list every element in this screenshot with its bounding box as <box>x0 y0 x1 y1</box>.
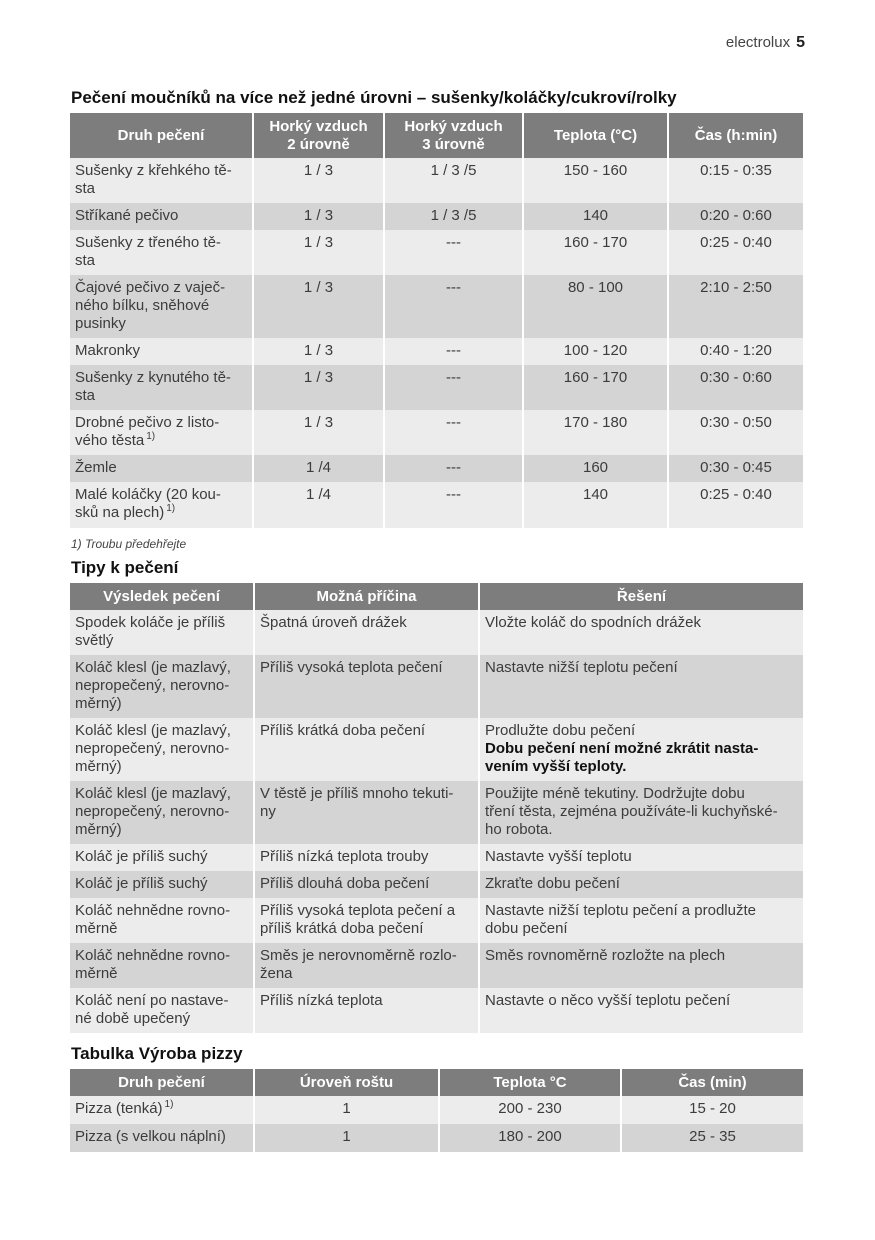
baking-type-cell-text: Čajové pečivo z vaječ- ného bílku, sněhové pusinky <box>75 279 226 332</box>
table-row <box>70 898 803 943</box>
column-header: Řešení <box>479 583 803 610</box>
page-number: 5 <box>796 34 805 51</box>
levels-2-cell <box>253 338 384 365</box>
time-cell <box>668 230 803 275</box>
pizza-type-cell <box>70 1096 254 1124</box>
time-cell-text: 0:30 - 0:45 <box>700 459 772 476</box>
levels-2-cell <box>253 203 384 230</box>
time-cell <box>668 365 803 410</box>
cause-cell <box>254 655 479 718</box>
column-header: Teplota °C <box>439 1069 621 1096</box>
time-cell-text: 0:30 - 0:50 <box>700 414 772 431</box>
solution-cell <box>479 988 803 1033</box>
cause-cell <box>254 898 479 943</box>
result-cell-text: Koláč je příliš suchý <box>75 875 208 892</box>
levels-3-cell <box>384 275 523 338</box>
table-row <box>70 455 803 482</box>
time-cell-text: 0:15 - 0:35 <box>700 162 772 179</box>
time-cell <box>668 338 803 365</box>
levels-2-cell-text: 1 / 3 <box>303 279 334 296</box>
footnote: 1) Troubu předehřejte <box>71 537 187 551</box>
result-cell-text: Koláč klesl (je mazlavý, nepropečený, nerovno- měrný) <box>75 785 231 838</box>
temperature-cell <box>439 1124 621 1152</box>
column-header: Čas (h:min) <box>668 113 803 158</box>
levels-2-cell-text: 1 / 3 <box>303 234 334 251</box>
table-row <box>70 338 803 365</box>
table-row <box>70 655 803 718</box>
temperature-cell-text: 180 - 200 <box>498 1128 562 1145</box>
time-cell <box>668 203 803 230</box>
cause-cell-text: Příliš vysoká teplota pečení a příliš krátká doba pečení <box>260 902 456 937</box>
baking-type-cell-text: Sušenky z třeného tě- sta <box>75 234 221 269</box>
baking-type-cell-text: Stříkané pečivo <box>75 207 179 224</box>
solution-cell-text: Nastavte nižší teplotu pečení a prodlužte dobu pečení <box>485 902 756 937</box>
result-cell-text: Koláč klesl (je mazlavý, nepropečený, nerovno- měrný) <box>75 659 231 712</box>
levels-2-cell <box>253 230 384 275</box>
temperature-cell <box>523 482 668 528</box>
levels-3-cell-text: --- <box>446 486 461 503</box>
baking-type-cell-text: Makronky <box>75 342 141 359</box>
levels-3-cell-text: --- <box>446 459 461 476</box>
time-cell-text: 0:20 - 0:60 <box>700 207 772 224</box>
baking-type-cell <box>70 275 253 338</box>
baking-tips-table <box>70 583 803 1033</box>
levels-3-cell <box>384 338 523 365</box>
rack-level-cell-text: 1 <box>342 1100 351 1117</box>
rack-level-cell <box>254 1124 439 1152</box>
table-row <box>70 158 803 203</box>
levels-3-cell-text: 1 / 3 /5 <box>430 207 477 224</box>
temperature-cell-text: 150 - 160 <box>563 162 628 179</box>
pizza-type-cell-text: Pizza (s velkou náplní) <box>75 1128 226 1145</box>
levels-3-cell <box>384 410 523 455</box>
pizza-type-cell <box>70 1124 254 1152</box>
cause-cell <box>254 943 479 988</box>
table-row <box>70 1124 803 1152</box>
solution-cell-text: Použijte méně tekutiny. Dodržujte dobu tření těsta, zejména používáte-li kuchyňské- ho robota. <box>485 785 778 838</box>
time-cell <box>668 275 803 338</box>
solution-warning-text: Dobu pečení není možné zkrátit nasta- vením vyšší teploty. <box>485 740 759 775</box>
column-header: Možná příčina <box>254 583 479 610</box>
footnote-marker: 1) <box>166 503 176 514</box>
solution-cell-text: Vložte koláč do spodních drážek <box>485 614 701 631</box>
temperature-cell <box>523 158 668 203</box>
table-row <box>70 718 803 781</box>
baking-type-cell <box>70 203 253 230</box>
levels-3-cell-text: --- <box>446 234 461 251</box>
cause-cell <box>254 988 479 1033</box>
solution-cell-text: Nastavte nižší teplotu pečení <box>485 659 678 676</box>
time-cell <box>621 1124 803 1152</box>
cause-cell-text: Příliš vysoká teplota pečení <box>260 659 443 676</box>
result-cell <box>70 781 254 844</box>
levels-2-cell-text: 1 / 3 <box>303 414 334 431</box>
temperature-cell <box>523 203 668 230</box>
levels-3-cell-text: 1 / 3 /5 <box>430 162 477 179</box>
table-row <box>70 275 803 338</box>
solution-cell <box>479 655 803 718</box>
result-cell <box>70 943 254 988</box>
result-cell-text: Koláč nehnědne rovno- měrně <box>75 902 231 937</box>
solution-cell <box>479 943 803 988</box>
time-cell <box>621 1096 803 1124</box>
page-header <box>726 34 805 52</box>
baking-type-cell <box>70 410 253 455</box>
column-header: Čas (min) <box>621 1069 803 1096</box>
time-cell <box>668 410 803 455</box>
rack-level-cell-text: 1 <box>342 1128 351 1145</box>
temperature-cell-text: 170 - 180 <box>563 414 628 431</box>
column-header: Horký vzduch 2 úrovně <box>253 113 384 158</box>
levels-2-cell-text: 1 / 3 <box>303 342 334 359</box>
temperature-cell-text: 80 - 100 <box>567 279 624 296</box>
result-cell <box>70 655 254 718</box>
temperature-cell-text: 200 - 230 <box>498 1100 562 1117</box>
time-cell <box>668 158 803 203</box>
levels-3-cell <box>384 158 523 203</box>
table-row <box>70 410 803 455</box>
levels-2-cell-text: 1 / 3 <box>303 162 334 179</box>
baking-type-cell <box>70 455 253 482</box>
baking-type-cell <box>70 158 253 203</box>
cause-cell-text: Příliš nízká teplota <box>260 992 383 1009</box>
result-cell <box>70 871 254 898</box>
solution-cell <box>479 718 803 781</box>
levels-2-cell-text: 1 / 3 <box>303 207 334 224</box>
baking-type-cell-text: Žemle <box>75 459 117 476</box>
cause-cell <box>254 844 479 871</box>
table-row <box>70 610 803 655</box>
baking-type-cell <box>70 365 253 410</box>
table-row <box>70 844 803 871</box>
levels-3-cell-text: --- <box>446 279 461 296</box>
temperature-cell <box>523 338 668 365</box>
cause-cell-text: Příliš dlouhá doba pečení <box>260 875 430 892</box>
column-header: Teplota (°C) <box>523 113 668 158</box>
cause-cell <box>254 718 479 781</box>
levels-2-cell <box>253 410 384 455</box>
solution-cell-text: Zkraťte dobu pečení <box>485 875 620 892</box>
solution-cell <box>479 844 803 871</box>
baking-type-cell-text: Sušenky z kynutého tě- sta <box>75 369 231 404</box>
result-cell-text: Koláč není po nastave- né době upečený <box>75 992 229 1027</box>
time-cell-text: 0:25 - 0:40 <box>700 486 772 503</box>
solution-cell <box>479 871 803 898</box>
result-cell <box>70 988 254 1033</box>
column-header: Úroveň roštu <box>254 1069 439 1096</box>
time-cell-text: 0:30 - 0:60 <box>700 369 772 386</box>
result-cell <box>70 844 254 871</box>
baking-type-cell-text: Drobné pečivo z listo- vého těsta <box>75 414 220 449</box>
result-cell <box>70 610 254 655</box>
solution-cell-text: Směs rovnoměrně rozložte na plech <box>485 947 726 964</box>
cause-cell-text: V těstě je příliš mnoho tekuti- ny <box>260 785 454 820</box>
table-row <box>70 365 803 410</box>
solution-cell-text: Nastavte o něco vyšší teplotu pečení <box>485 992 731 1009</box>
solution-cell <box>479 898 803 943</box>
result-cell-text: Koláč je příliš suchý <box>75 848 208 865</box>
temperature-cell <box>523 230 668 275</box>
cause-cell <box>254 610 479 655</box>
result-cell-text: Koláč klesl (je mazlavý, nepropečený, nerovno- měrný) <box>75 722 231 775</box>
table-row <box>70 781 803 844</box>
section-title-baking-tips: Tipy k pečení <box>71 558 179 577</box>
column-header: Druh pečení <box>70 113 253 158</box>
levels-3-cell-text: --- <box>446 369 461 386</box>
cause-cell-text: Špatná úroveň drážek <box>260 614 407 631</box>
levels-2-cell <box>253 275 384 338</box>
temperature-cell <box>523 410 668 455</box>
time-cell-text: 0:40 - 1:20 <box>700 342 772 359</box>
rack-level-cell <box>254 1096 439 1124</box>
result-cell <box>70 718 254 781</box>
cause-cell-text: Směs je nerovnoměrně rozlo- žena <box>260 947 457 982</box>
section-title-multilevel-baking: Pečení moučníků na více než jedné úrovni – sušenky/koláčky/cukroví/rolky <box>71 88 677 107</box>
levels-2-cell <box>253 365 384 410</box>
levels-3-cell-text: --- <box>446 414 461 431</box>
solution-cell-text: Nastavte vyšší teplotu <box>485 848 632 865</box>
cause-cell-text: Příliš krátká doba pečení <box>260 722 426 739</box>
levels-2-cell <box>253 158 384 203</box>
time-cell-text: 0:25 - 0:40 <box>700 234 772 251</box>
levels-2-cell <box>253 455 384 482</box>
time-cell-text: 2:10 - 2:50 <box>700 279 772 296</box>
levels-3-cell <box>384 365 523 410</box>
column-header: Výsledek pečení <box>70 583 254 610</box>
time-cell-text: 15 - 20 <box>689 1100 736 1117</box>
column-header: Druh pečení <box>70 1069 254 1096</box>
section-title-pizza: Tabulka Výroba pizzy <box>71 1044 243 1063</box>
temperature-cell-text: 140 <box>582 486 609 503</box>
table-row <box>70 988 803 1033</box>
baking-type-cell <box>70 230 253 275</box>
levels-2-cell-text: 1 /4 <box>305 486 332 503</box>
table-row <box>70 871 803 898</box>
cause-cell <box>254 781 479 844</box>
time-cell <box>668 455 803 482</box>
temperature-cell-text: 140 <box>582 207 609 224</box>
table-row <box>70 943 803 988</box>
cause-cell-text: Příliš nízká teplota trouby <box>260 848 429 865</box>
time-cell <box>668 482 803 528</box>
baking-type-cell <box>70 482 253 528</box>
footnote-marker: 1) <box>146 431 156 442</box>
temperature-cell <box>523 365 668 410</box>
footnote-marker: 1) <box>164 1099 174 1110</box>
levels-3-cell <box>384 455 523 482</box>
levels-3-cell <box>384 203 523 230</box>
levels-2-cell <box>253 482 384 528</box>
table-row <box>70 230 803 275</box>
temperature-cell-text: 160 <box>582 459 609 476</box>
levels-2-cell-text: 1 /4 <box>305 459 332 476</box>
table-row <box>70 203 803 230</box>
baking-type-cell-text: Sušenky z křehkého tě- sta <box>75 162 232 197</box>
temperature-cell <box>523 455 668 482</box>
levels-2-cell-text: 1 / 3 <box>303 369 334 386</box>
baking-type-cell-text: Malé koláčky (20 kou- sků na plech) <box>75 486 221 521</box>
temperature-cell <box>439 1096 621 1124</box>
brand-name: electrolux <box>725 34 791 51</box>
pizza-type-cell-text: Pizza (tenká) <box>75 1100 163 1117</box>
multilevel-baking-table <box>70 113 803 528</box>
solution-cell <box>479 610 803 655</box>
levels-3-cell <box>384 230 523 275</box>
temperature-cell <box>523 275 668 338</box>
solution-cell-text: Prodlužte dobu pečení <box>485 722 636 739</box>
levels-3-cell <box>384 482 523 528</box>
solution-cell <box>479 781 803 844</box>
table-row <box>70 482 803 528</box>
table-row <box>70 1096 803 1124</box>
column-header: Horký vzduch 3 úrovně <box>384 113 523 158</box>
temperature-cell-text: 100 - 120 <box>563 342 628 359</box>
levels-3-cell-text: --- <box>446 342 461 359</box>
result-cell-text: Koláč nehnědne rovno- měrně <box>75 947 231 982</box>
time-cell-text: 25 - 35 <box>689 1128 736 1145</box>
cause-cell <box>254 871 479 898</box>
result-cell-text: Spodek koláče je příliš světlý <box>75 614 226 649</box>
result-cell <box>70 898 254 943</box>
baking-type-cell <box>70 338 253 365</box>
temperature-cell-text: 160 - 170 <box>563 234 628 251</box>
pizza-table <box>70 1069 803 1152</box>
temperature-cell-text: 160 - 170 <box>563 369 628 386</box>
